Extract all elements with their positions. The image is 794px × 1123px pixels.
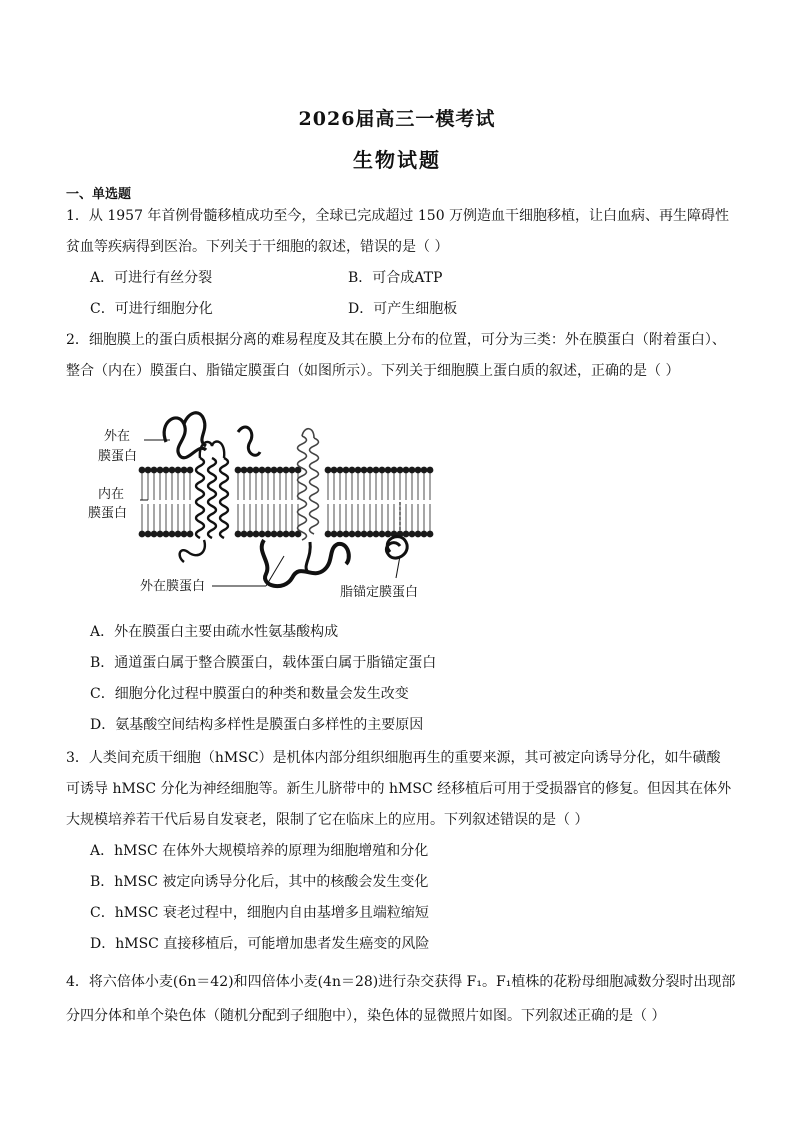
membrane-diagram (88, 402, 448, 607)
q2-option-b: B．通道蛋白属于整合膜蛋白，载体蛋白属于脂锚定蛋白 (90, 655, 437, 671)
q4-stem-line2: 分四分体和单个染色体（随机分配到子细胞中），染色体的显微照片如图。下列叙述正确的是（ ） (66, 1008, 666, 1024)
q3-option-d: D．hMSC 直接移植后，可能增加患者发生癌变的风险 (90, 936, 430, 952)
q2-option-d: D．氨基酸空间结构多样性是膜蛋白多样性的主要原因 (90, 717, 424, 733)
q1-stem-line2: 贫血等疾病得到医治。下列关于干细胞的叙述，错误的是（ ） (66, 239, 449, 255)
q2-stem-line2: 整合（内在）膜蛋白、脂锚定膜蛋白（如图所示）。下列关于细胞膜上蛋白质的叙述，正确的是（ ） (66, 363, 680, 379)
label-inner-1: 内在 (98, 487, 125, 502)
label-outer-bottom: 外在膜蛋白 (140, 579, 206, 594)
q3-option-b: B．hMSC 被定向诱导分化后，其中的核酸会发生变化 (90, 874, 429, 890)
exam-title: 2026届高三一模考试 (298, 108, 496, 130)
q2-option-a: A．外在膜蛋白主要由疏水性氨基酸构成 (90, 624, 339, 640)
q1-option-a: A．可进行有丝分裂 (90, 270, 213, 286)
q1-stem-line1: 1．从 1957 年首例骨髓移植成功至今，全球已完成超过 150 万例造血干细胞移植，让白血病、再生障碍性 (66, 208, 730, 224)
label-outer-top-2: 膜蛋白 (98, 449, 138, 464)
outer-protein-bottom-tail (306, 542, 310, 572)
q1-option-c: C．可进行细胞分化 (90, 301, 213, 317)
label-leaders (140, 440, 400, 586)
q2-option-c: C．细胞分化过程中膜蛋白的种类和数量会发生改变 (90, 686, 409, 702)
q1-option-b: B．可合成ATP (348, 270, 443, 286)
lipid-tails (142, 472, 430, 532)
q3-option-c: C．hMSC 衰老过程中，细胞内自由基增多且端粒缩短 (90, 905, 429, 921)
integral-protein (180, 442, 228, 562)
outer-protein-bottom (262, 540, 349, 586)
lipid-anchored-protein (386, 502, 407, 558)
integral-protein-light (298, 429, 319, 540)
label-outer-top-1: 外在 (104, 429, 131, 444)
membrane-protein-figure (88, 402, 448, 607)
section-heading: 一、单选题 (66, 187, 132, 202)
outer-protein-top-loop (238, 427, 260, 455)
exam-subtitle: 生物试题 (353, 148, 441, 172)
q1-option-d: D．可产生细胞板 (348, 301, 458, 317)
label-lipid-anchored: 脂锚定膜蛋白 (340, 585, 419, 600)
q2-stem-line1: 2．细胞膜上的蛋白质根据分离的难易程度及其在膜上分布的位置，可分为三类：外在膜蛋白（附着蛋白）、 (66, 332, 726, 348)
q3-stem-line3: 大规模培养若干代后易自发衰老，限制了它在临床上的应用。下列叙述错误的是（ ） (66, 812, 589, 828)
q4-stem-line1: 4．将六倍体小麦(6n＝42)和四倍体小麦(4n＝28)进行杂交获得 F₁。F₁植株的花粉母细胞减数分裂时出现部 (66, 974, 736, 990)
q3-stem-line2: 可诱导 hMSC 分化为神经细胞等。新生儿脐带中的 hMSC 经移植后可用于受损器官的修复。但因其在体外 (66, 781, 732, 797)
label-inner-2: 膜蛋白 (88, 506, 128, 521)
q3-option-a: A．hMSC 在体外大规模培养的原理为细胞增殖和分化 (90, 843, 429, 859)
q3-stem-line1: 3．人类间充质干细胞（hMSC）是机体内部分组织细胞再生的重要来源，其可被定向诱导分化，如牛磺酸 (66, 750, 721, 766)
